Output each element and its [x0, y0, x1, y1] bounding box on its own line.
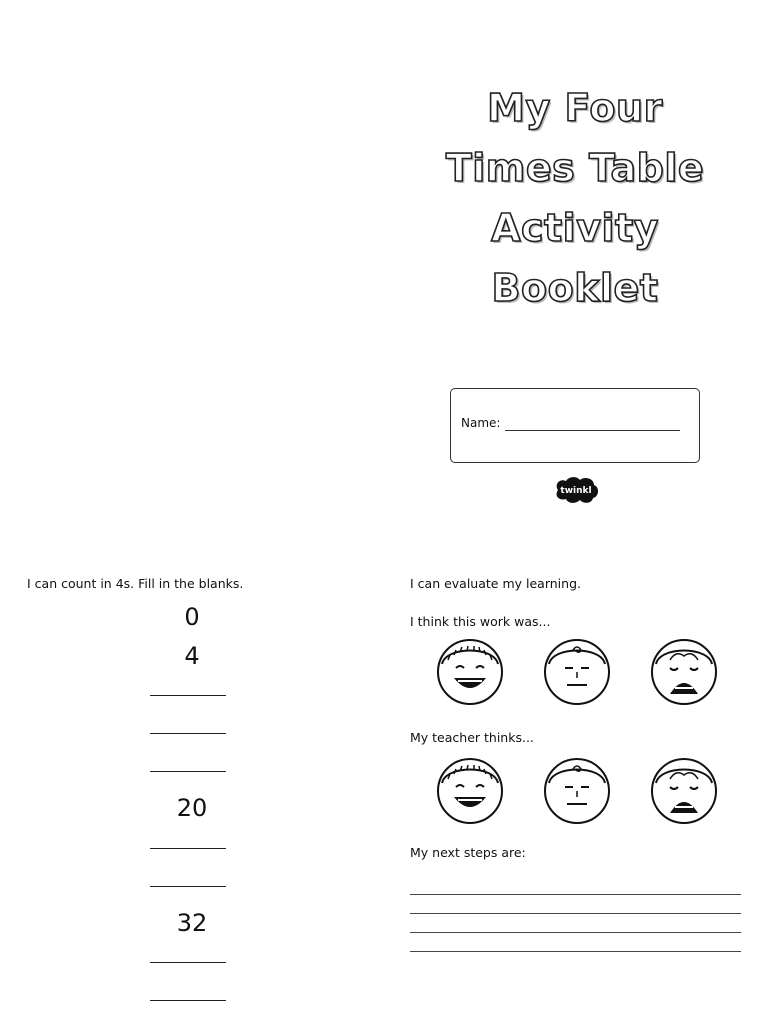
name-box	[450, 388, 700, 463]
upset-face-icon[interactable]	[650, 638, 718, 706]
blank-answer-line[interactable]	[150, 771, 226, 772]
happy-face-icon[interactable]	[436, 638, 504, 706]
twinkl-logo	[552, 476, 600, 504]
next-steps-line[interactable]	[410, 894, 741, 895]
upset-face-icon[interactable]	[650, 757, 718, 825]
title-line: Times Table	[445, 146, 705, 190]
name-field[interactable]	[505, 430, 680, 431]
title-line: Activity	[491, 206, 659, 250]
booklet-title	[400, 78, 750, 318]
blank-answer-line[interactable]	[150, 695, 226, 696]
logo-text: twinkl	[560, 486, 592, 496]
self-evaluation-prompt: I think this work was...	[410, 614, 551, 629]
evaluate-heading: I can evaluate my learning.	[410, 576, 581, 591]
next-steps-prompt: My next steps are:	[410, 845, 526, 860]
next-steps-line[interactable]	[410, 951, 741, 952]
blank-answer-line[interactable]	[150, 848, 226, 849]
happy-face-icon[interactable]	[436, 757, 504, 825]
title-line: My Four	[487, 86, 663, 130]
sequence-number: 20	[176, 794, 208, 822]
blank-answer-line[interactable]	[150, 1000, 226, 1001]
neutral-face-icon[interactable]	[543, 757, 611, 825]
blank-answer-line[interactable]	[150, 733, 226, 734]
count-instruction: I can count in 4s. Fill in the blanks.	[27, 576, 244, 591]
name-label: Name:	[461, 416, 501, 430]
blank-answer-line[interactable]	[150, 886, 226, 887]
sequence-number: 4	[184, 642, 200, 670]
teacher-evaluation-prompt: My teacher thinks...	[410, 730, 534, 745]
sequence-number: 32	[176, 909, 208, 937]
sequence-number: 0	[184, 603, 200, 631]
next-steps-line[interactable]	[410, 932, 741, 933]
title-line: Booklet	[491, 266, 659, 310]
next-steps-line[interactable]	[410, 913, 741, 914]
neutral-face-icon[interactable]	[543, 638, 611, 706]
blank-answer-line[interactable]	[150, 962, 226, 963]
